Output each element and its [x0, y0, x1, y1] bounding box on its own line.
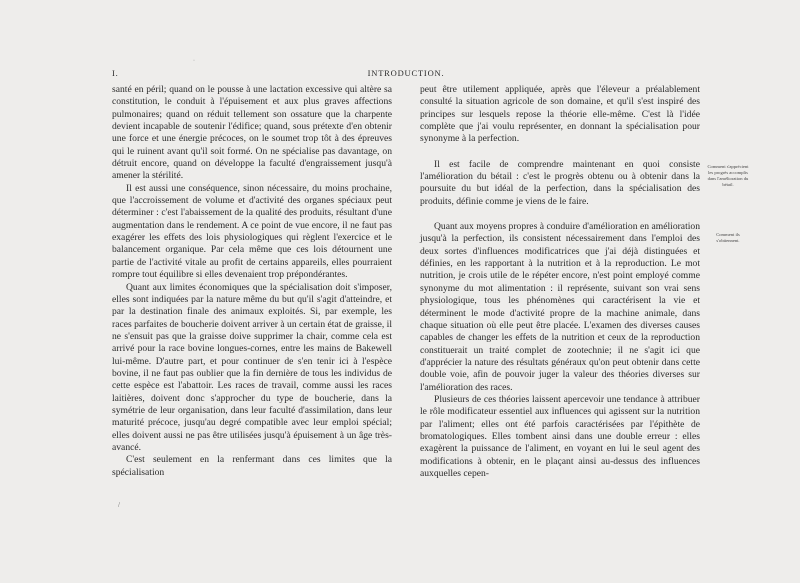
paragraph: Quant aux moyens propres à conduire d'amélioration en amélioration jusqu'à la perfection, ils consistent nécessairement dans l'emploi des deux sortes d'influences modificatrices que j'ai déjà distinguées et définies, en les rapportant à la nutrition et à la reproduction. Le mot nutrition, je crois utile de le répéter encore, n'est point employé comme synonyme du mot alimentation : il représente, suivant son vrai sens physiologique, tous les phénomènes qui caractérisent la vie et déterminent le mode d'activité propre de la machine animale, dans chaque situation où elle peut être placée. L'examen des diverses causes capables de changer les effets de la nutrition et ceux de la reproduction constituerait un traité complet de zootechnie; il ne s'agit ici que d'apprécier la nature des résultats généraux qu'on peut obtenir dans cette double voie, afin de pouvoir juger la valeur des théories diverses sur l'amélioration des races.	[420, 221, 700, 393]
paragraph: santé en péril; quand on le pousse à une lactation excessive qui altère sa constitution, le conduit à l'épuisement et aux plus graves affections pulmonaires; quand on réduit tellement son ossature que la charpente devient incapable de soutenir l'édifice; quand, sous prétexte d'en obtenir une force et une énergie précoces, on le soumet trop tôt à des épreuves qui le ruinent avant qu'il soit formé. On ne spécialise pas davantage, on détruit encore, quand on développe la faculté d'engraissement jusqu'à amener la stérilité.	[112, 84, 392, 182]
paragraph: C'est seulement en la renfermant dans ces limites que la spécialisation	[112, 454, 392, 478]
paragraph: peut être utilement appliquée, après que l'éleveur a préalablement consulté la situation agricole de son domaine, et qu'il s'est inspiré des principes sur lesquels repose la théorie elle-même. C'est là l'idée complète que j'ai voulu représenter, en donnant la spécialisation pour synonyme à la perfection.	[420, 84, 700, 145]
paragraph: Il est facile de comprendre maintenant en quoi consiste l'amélioration du bétail : c'est le progrès obtenu ou à obtenir dans la poursuite du but idéal de la perfection, dans la spécialisation des produits, définie comme je viens de le faire.	[420, 158, 700, 207]
paragraph: Quant aux limites économiques que la spécialisation doit s'imposer, elles sont indiquées par la nature même du but qu'il s'agit d'atteindre, et par la destination finale des animaux exploités. Si, par exemple, les races parfaites de boucherie doivent arriver à un certain état de graisse, il ne s'ensuit pas que la graisse doive supprimer la chair, comme cela est arrivé pour la race bovine longues-cornes, entre les mains de Bakewell lui-même. D'autre part, et pour continuer de s'en tenir ici à l'espèce bovine, il ne faut pas oublier que la fin dernière de tous les individus de cette espèce est l'abattoir. Les races de travail, comme aussi les races laitières, doivent donc s'approcher du type de boucherie, dans la symétrie de leur organisation, dans leur faculté d'assimilation, dans leur maturité précoce, jusqu'au degré compatible avec leur emploi spécial; elles doivent aussi ne pas être utilisées jusqu'à épuisement à un âge très-avancé.	[112, 281, 392, 453]
running-title: INTRODUCTION.	[367, 68, 445, 78]
paragraph: Plusieurs de ces théories laissent apercevoir une tendance à attribuer le rôle modificateur essentiel aux influences qui agissent sur la nutrition par l'aliment; elles ont été parfois caractérisées par l'épithète de bromatologiques. Elles tombent ainsi dans une double erreur : elles exagèrent la puissance de l'aliment, en voyant en lui le seul agent des modifications à obtenir, en le plaçant ainsi au-dessus des influences auxquelles cepen-	[420, 393, 700, 479]
ink-speck: ·	[193, 58, 195, 64]
running-header	[112, 68, 700, 80]
paragraph: Il est aussi une conséquence, sinon nécessaire, du moins prochaine, que l'accroissement de volume et d'activité des organes spéciaux peut déterminer : c'est l'abaissement de la qualité des produits, résultant d'une augmentation dans le rendement. A ce point de vue encore, il ne faut pas exagérer les effets des lois physiologiques qui règlent l'exercice et le balancement organique. Par cela même que ces lois détournent une partie de l'activité vitale au profit de certains appareils, elles pourraient rompre tout équilibre si elles devenaient trop prépondérantes.	[112, 182, 392, 281]
left-column	[112, 84, 392, 479]
stray-mark: /	[118, 501, 120, 509]
margin-note: Comment ils s'obtiennent.	[716, 232, 740, 243]
page-number: I.	[112, 68, 119, 78]
right-column	[420, 84, 700, 480]
margin-note: Comment s'apprécient les progrès accomplis dans l'amélioration du bétail.	[707, 164, 749, 187]
